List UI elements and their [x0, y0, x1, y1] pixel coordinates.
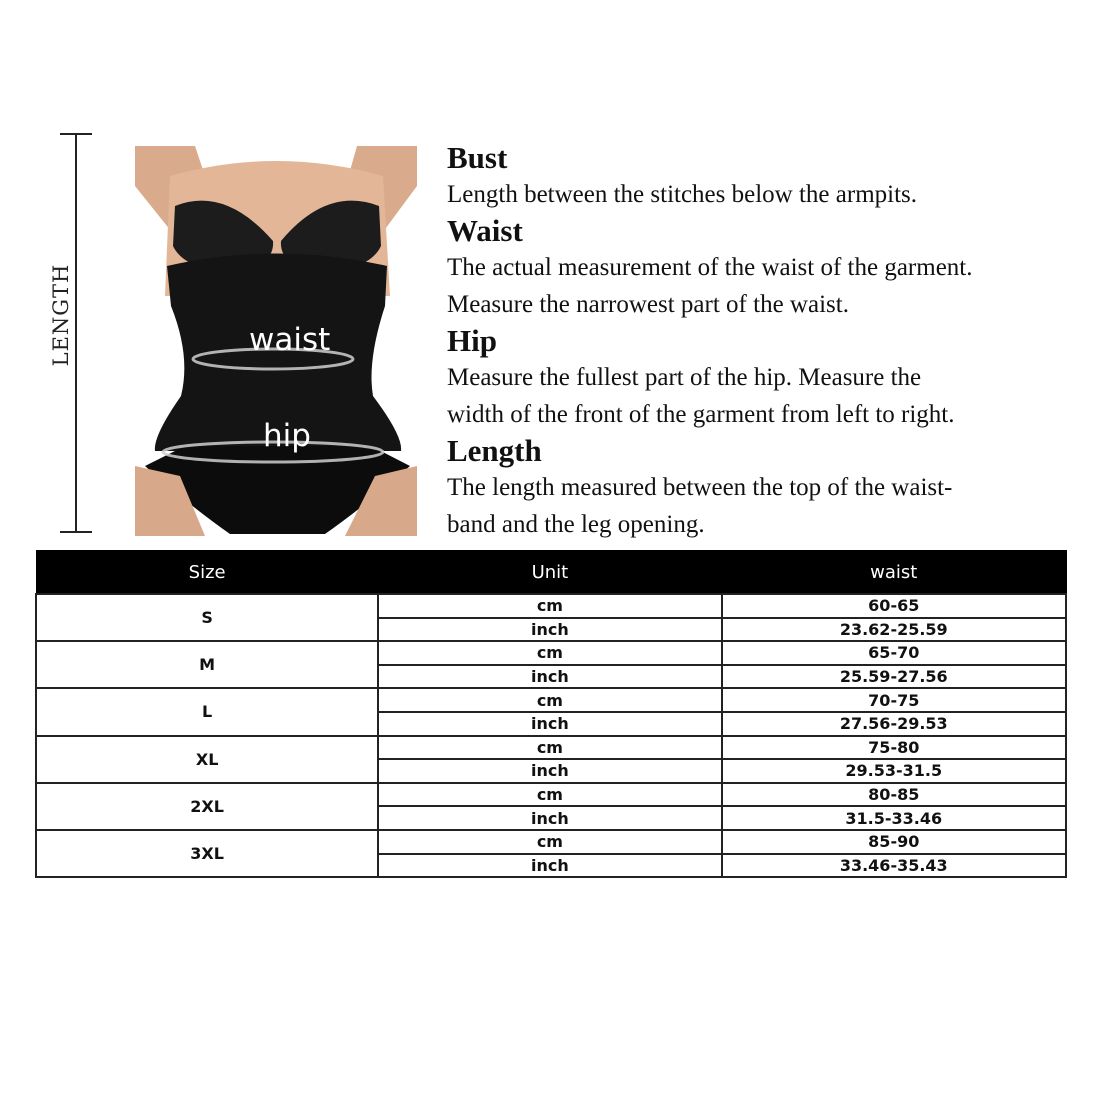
length-ruler — [40, 130, 100, 535]
waist-description-line: Measure the narrowest part of the waist. — [447, 291, 849, 318]
size-chart-table — [35, 550, 1067, 878]
waist-cell: 23.62-25.59 — [722, 618, 1066, 642]
header-unit: Unit — [378, 551, 721, 595]
unit-cell: inch — [378, 665, 721, 689]
size-cell: 2XL — [36, 783, 378, 830]
unit-cell: cm — [378, 830, 721, 854]
table-row — [36, 830, 1066, 854]
ruler-bottom-cap — [60, 531, 92, 533]
bust-heading: Bust — [447, 140, 508, 175]
table-row — [36, 641, 1066, 665]
length-heading: Length — [447, 433, 542, 468]
waist-description-line: The actual measurement of the waist of the garment. — [447, 254, 973, 281]
table-row — [36, 783, 1066, 807]
table-header-row — [36, 551, 1066, 595]
unit-cell: cm — [378, 641, 721, 665]
waist-cell: 31.5-33.46 — [722, 806, 1066, 830]
unit-cell: inch — [378, 759, 721, 783]
waist-cell: 29.53-31.5 — [722, 759, 1066, 783]
length-description-line: The length measured between the top of the waist- — [447, 474, 953, 501]
table-row — [36, 736, 1066, 760]
ruler-label: LENGTH — [49, 263, 73, 367]
ruler-stem — [75, 134, 77, 531]
bust-description: Length between the stitches below the armpits. — [447, 181, 918, 208]
size-cell: 3XL — [36, 830, 378, 877]
waist-cell: 75-80 — [722, 736, 1066, 760]
hip-description-line: Measure the fullest part of the hip. Measure the — [447, 364, 922, 391]
waist-cell: 60-65 — [722, 594, 1066, 618]
length-description-line: band and the leg opening. — [447, 511, 705, 538]
size-cell: L — [36, 688, 378, 735]
hip-description-line: width of the front of the garment from left to right. — [447, 401, 955, 428]
unit-cell: cm — [378, 688, 721, 712]
unit-cell: inch — [378, 806, 721, 830]
waist-cell: 25.59-27.56 — [722, 665, 1066, 689]
hip-tag: hip — [263, 418, 311, 454]
size-cell: S — [36, 594, 378, 641]
table-row — [36, 688, 1066, 712]
waist-tag: waist — [249, 322, 331, 358]
unit-cell: inch — [378, 618, 721, 642]
unit-cell: inch — [378, 712, 721, 736]
unit-cell: cm — [378, 594, 721, 618]
waist-cell: 70-75 — [722, 688, 1066, 712]
measurement-definitions — [447, 140, 1087, 543]
header-size: Size — [36, 551, 378, 595]
waist-heading: Waist — [447, 213, 523, 248]
size-cell: XL — [36, 736, 378, 783]
size-cell: M — [36, 641, 378, 688]
table-row — [36, 594, 1066, 618]
unit-cell: cm — [378, 736, 721, 760]
waist-cell: 27.56-29.53 — [722, 712, 1066, 736]
product-photo — [135, 146, 417, 536]
unit-cell: cm — [378, 783, 721, 807]
hip-heading: Hip — [447, 323, 497, 358]
waist-cell: 33.46-35.43 — [722, 854, 1066, 878]
waist-cell: 65-70 — [722, 641, 1066, 665]
unit-cell: inch — [378, 854, 721, 878]
header-waist: waist — [722, 551, 1066, 595]
waist-cell: 85-90 — [722, 830, 1066, 854]
waist-cell: 80-85 — [722, 783, 1066, 807]
